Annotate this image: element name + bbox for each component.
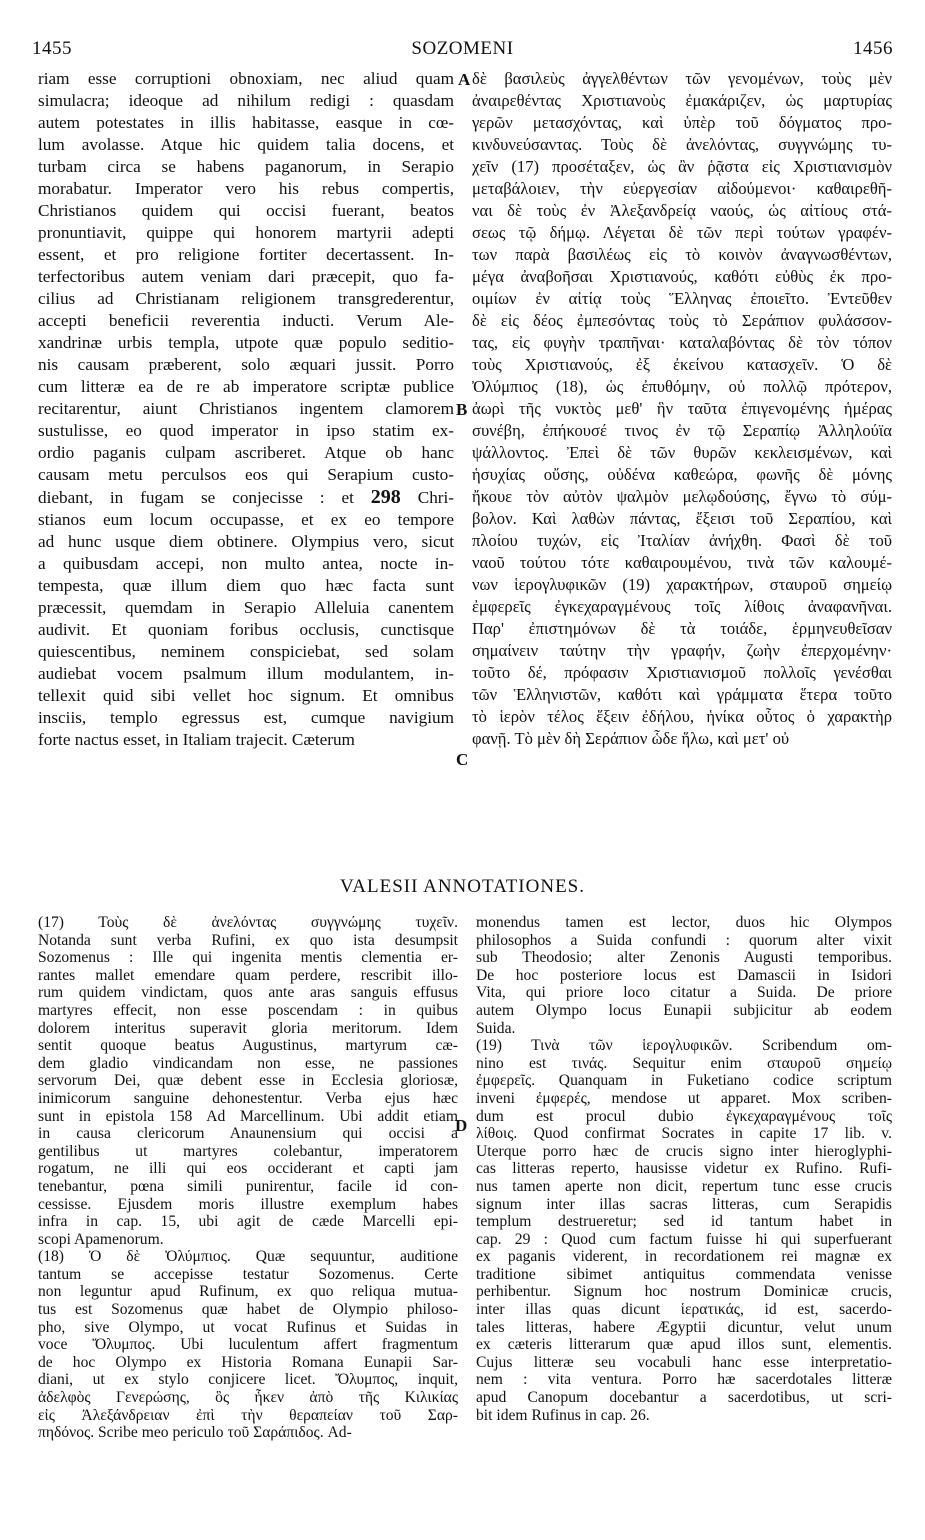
latin-line: recitarentur, aiunt Christianos ingentem clamorem (38, 399, 454, 418)
note-line: rantes mallet emendare quam perdere, rescribit illo- (38, 966, 458, 984)
notes-left-column (38, 914, 458, 1442)
latin-line: cilius ad Christianam religionem transgrederentur, (38, 289, 454, 308)
greek-line: των παρὰ βασιλέως εἰς τὸ κοινὸν ἀναγνωσθέντων, (472, 245, 892, 264)
note-line: cap. 29 : Quod cum factum fuisse hi qui superfuerant (476, 1230, 892, 1248)
note-line: pho, sive Olympo, ut vocat Rufinus et Suidas in (38, 1318, 458, 1336)
page-reference-number: 298 (370, 486, 401, 508)
note-line: nem : vita ventura. Porro hæ sacerdotales litteræ (476, 1371, 892, 1389)
note-line: inimicorum sanguine dehonestentur. Verba ejus hæc (38, 1089, 458, 1107)
greek-line: τοῦτο δέ, πρόφασιν Χριστιανισμοῦ πολλοῖς γενέσθαι (472, 663, 892, 682)
latin-line: essent, et pro religione fortiter decertassent. In- (38, 245, 454, 264)
latin-line: ordio paganis culpam ascriberet. Atque ob hanc (38, 443, 454, 462)
latin-line: accepti beneficii reverentia inducti. Verum Ale- (38, 311, 454, 330)
note-line: De hoc posteriore locus est Damascii in Isidori (476, 966, 892, 984)
latin-line: quiescentibus, neminem conspiciebat, sed solam (38, 642, 454, 661)
note-line: tus est Sozomenus quæ habet de Olympio philoso- (38, 1301, 458, 1319)
greek-text-column (472, 68, 892, 750)
latin-line: morabatur. Imperator vero his rebus compertis, (38, 179, 454, 198)
latin-line: audiebat vocem psalmum illum modulantem, in- (38, 664, 454, 683)
note-line: scopi Apamenorum. (38, 1230, 164, 1248)
note-line: non leguntur apud Rufinum, ex quo reliqua mutua- (38, 1283, 458, 1301)
note-line: perhibentur. Signum hoc nostrum Dominicæ crucis, (476, 1283, 892, 1301)
latin-line: præcessit, quemdam in Serapio Alleluia canentem (38, 598, 454, 617)
latin-line: insciis, templo egressus est, cumque navigium (38, 708, 454, 727)
note-line: apud Canopum docebantur a sacerdotibus, ut scri- (476, 1389, 892, 1407)
section-marker-c: C (456, 750, 469, 769)
note-line: gentilibus ut martyres colebantur, imperatorem (38, 1142, 458, 1160)
greek-line: πλοίου τυχών, εἰς Ἰταλίαν ἀνήχθη. Φασὶ δὲ τοῦ (472, 531, 892, 550)
running-title: SOZOMENI (411, 38, 514, 59)
greek-line: συνέβη, ἐπήκουσέ τινος ἐν τῷ Σεραπίῳ Ἀλληλούϊα (472, 421, 892, 440)
note-line: Suida. (476, 1019, 516, 1037)
greek-line: ψάλλοντος. Ἐπεὶ δὲ τῶν θυρῶν κεκλεισμένων, καὶ (472, 443, 892, 462)
note-line: sentit quoque beatus Augustinus, martyrum cæ- (38, 1037, 458, 1055)
greek-line: Παρ' ἐπιστημόνων δὲ τὰ τοιάδε, ἑρμηνευθεῖσαν (472, 619, 892, 638)
greek-line: ἀωρὶ τῆς νυκτὸς μεθ' ἣν ταῦτα ἐπιγενομένης ἡμέρας (472, 399, 892, 418)
note-line: de hoc Olympo ex Historia Romana Eunapii Sar- (38, 1353, 458, 1371)
latin-line: lum avolasse. Atque hic quidem talia docens, et (38, 135, 454, 154)
note-line: in causa clericorum Anaunensium qui occisi a (38, 1125, 458, 1143)
page-header (32, 38, 893, 64)
note-line: ἐμφερεῖς. Quanquam in Fuketiano codice scriptum (476, 1072, 892, 1090)
note-line: (18) Ὁ δὲ Ὀλύμπιος. Quæ sequuntur, auditione (38, 1248, 458, 1266)
latin-line: pronuntiavit, quippe qui honorem martyrii adepti (38, 223, 454, 242)
note-line: Vita, qui priore loco citatur a Suida. De priore (476, 984, 892, 1002)
latin-line: sustulisse, eo quod imperator in ipso statim ex- (38, 421, 454, 440)
note-line: ex paganis viderent, in recordationem rei magnæ ex (476, 1248, 892, 1266)
greek-line: χεῖν (17) προσέταξεν, ὡς ἂν ῥᾷστα εἰς Χριστιανισμὸν (472, 157, 892, 176)
note-line: inveni ἐμφερές, mendose ut apparet. Mox scriben- (476, 1089, 892, 1107)
note-line: tales litteras, habere Ægyptii dicuntur, velut unum (476, 1318, 892, 1336)
note-line: πηδόνος. Scribe meo periculo τοῦ Σαράπιδος. Ad- (38, 1424, 352, 1442)
note-line: nus tamen aperte non dicit, repertum tunc esse crucis (476, 1177, 892, 1195)
greek-line: βολον. Καὶ λαθὼν πάντας, ἔξεισι τοῦ Σεραπίου, καὶ (472, 509, 892, 528)
note-line: monendus tamen est lector, duos hic Olympos (476, 914, 892, 931)
note-line: Sozomenus : Ille qui ingenita mentis clementia er- (38, 949, 458, 967)
greek-line: ναι δὲ τοὺς ἐν Ἀλεξανδρείᾳ ναούς, ὡς αἰτίους στά- (472, 201, 892, 220)
note-line: dem gladio vindicandam non esse, ne passiones (38, 1054, 458, 1072)
note-line: cessisse. Ejusdem moris illustre exemplum habes (38, 1195, 458, 1213)
greek-line: ἡσυχίας οὔσης, οὐδένα καθεώρα, φωνῆς δὲ μόνης (472, 465, 892, 484)
greek-line: τοὺς Χριστιανούς, ἐξ ἐκείνου κατασχεῖν. Ὁ δὲ (472, 355, 892, 374)
greek-line: δὲ εἰς δέος ἐμπεσόντας τοὺς τὸ Σεράπιον φυλάσσον- (472, 311, 892, 330)
latin-line: forte nactus esset, in Italiam trajecit. Cæterum (38, 730, 355, 749)
note-line: Cujus litteræ seu vocabuli hanc esse interpretatio- (476, 1353, 892, 1371)
latin-line: cum litteræ ea de re ab imperatore scriptæ publice (38, 377, 454, 396)
note-line: traditione sibimet antiquitus commendata venisse (476, 1265, 892, 1283)
section-marker-a: A (458, 70, 471, 89)
note-line: λίθοις. Quod confirmat Socrates in capite 17 lib. v. (476, 1125, 892, 1143)
section-marker-b: B (456, 400, 468, 419)
greek-line: μέγα ἀναβοῆσαι Χριστιανούς, καθότι εὐθὺς ἐκ προ- (472, 267, 892, 286)
notes-title: VALESII ANNOTATIONES. (339, 876, 585, 897)
greek-line: ἤκουε τὸν αὐτὸν ψαλμὸν μελῳδούσης, ἔγνω τὸ σύμ- (472, 487, 892, 506)
column-number-left: 1455 (32, 38, 72, 59)
note-line: cas litteras reperto, hausisse videtur ex Rufino. Rufi- (476, 1160, 892, 1178)
greek-line: σημαίνειν ταύτην τὴν γραφήν, ζωὴν ἐπερχομένην· (472, 641, 892, 660)
note-line: infra in cap. 15, ubi agit de cæde Marcelli epi- (38, 1213, 458, 1231)
greek-line: ναοῦ τούτου τότε καθαιρουμένου, τινὰ τῶν καλουμέ- (472, 553, 892, 572)
notes-right-column (476, 914, 892, 1424)
note-line: tenebantur, pœna simili punirentur, facile id con- (38, 1177, 458, 1195)
note-line: tantum se accepisse testatur Sozomenus. Certe (38, 1265, 458, 1283)
latin-line: audivit. Et quoniam foribus occlusis, cunctisque (38, 620, 454, 639)
greek-line: μεταβάλοιεν, τὴν εὐεργεσίαν αἰδούμενοι· καθαιρεθῆ- (472, 179, 892, 198)
note-line: signum inter illas sacras litteras, cum Serapidis (476, 1195, 892, 1213)
column-number-right: 1456 (853, 38, 893, 59)
latin-line: nis causam præberent, solo æquari jussit. Porro (38, 355, 454, 374)
note-line: Uterque porro hæc de crucis signo inter hieroglyphi- (476, 1142, 892, 1160)
note-line: rum quidem vindictam, quos ante aras sanguis effusus (38, 984, 458, 1002)
note-line: martyres effecit, non esse poscendam : in quibus (38, 1001, 458, 1019)
latin-line: turbam circa se habens paganorum, in Serapio (38, 157, 454, 176)
note-line: sunt in epistola 158 Ad Marcellinum. Ubi addit etiam (38, 1107, 458, 1125)
greek-line: οιμίων ἐν αἰτίᾳ τοὺς Ἕλληνας ἐποιεῖτο. Ἐντεῦθεν (472, 289, 892, 308)
greek-line: ἀναιρεθέντας Χριστιανοὺς ἐμακάριζεν, ὡς μαρτυρίας (472, 91, 892, 110)
latin-line: tempesta, quæ illum diem quo hæc facta sunt (38, 576, 454, 595)
note-line: rogatum, ne illi qui eos occiderant et capti jam (38, 1160, 458, 1178)
latin-line: Christianos quidem qui occisi fuerant, beatos (38, 201, 454, 220)
latin-line: a quibusdam accepi, non multo antea, nocte in- (38, 554, 454, 573)
note-line: dolorem interitus superavit gloria meritorum. Idem (38, 1019, 458, 1037)
note-line: εἰς Ἀλεξάνδρειαν ἐπὶ τὴν θεραπείαν τοῦ Σαρ- (38, 1406, 458, 1424)
greek-line: δὲ βασιλεὺς ἀγγελθέντων τῶν γενομένων, τοὺς μὲν (472, 69, 892, 88)
greek-line: τῶν Ἑλληνιστῶν, καθότι καὶ γράμματα ἕτερα τοῦτο (472, 685, 892, 704)
latin-line: autem potestates in illis habitasse, easque in cœ- (38, 113, 454, 132)
greek-line: τας, εἰς φυγὴν τραπῆναι· καταλαβόντας δὲ τὸν τόπον (472, 333, 892, 352)
note-line: sub Theodosio; alter Zenonis Augusti temporibus. (476, 949, 892, 967)
greek-line: φανῇ. Τὸ μὲν δὴ Σεράπιον ὧδε ἥλω, καὶ μετ' οὐ (472, 729, 790, 748)
latin-line: causam metu perculsos eos qui Serapium custo- (38, 465, 454, 484)
greek-line: σεως τῷ δήμῳ. Λέγεται δὲ τῶν περὶ τούτων γραφέν- (472, 223, 892, 242)
note-line: diani, ut ex stylo conjicere licet. Ὄλυμπος, inquit, (38, 1371, 458, 1389)
note-line: bit idem Rufinus in cap. 26. (476, 1406, 650, 1424)
latin-line: terfectoribus autem veniam dari præcepit, quo fa- (38, 267, 454, 286)
note-line: ἀδελφὸς Γενερώσης, ὃς ἧκεν ἀπὸ τῆς Κιλικίας (38, 1389, 458, 1407)
latin-line: tellexit quid sibi vellet hoc signum. Et omnibus (38, 686, 454, 705)
note-line: inter illas quas dicunt ἱερατικάς, id est, sacerdo- (476, 1301, 892, 1319)
latin-line: stianos eum locum occupasse, et ex eo tempore (38, 510, 454, 529)
latin-line: ad hunc usque diem obtinere. Olympius vero, sicut (38, 532, 454, 551)
note-line: (19) Τινὰ τῶν ἱερογλυφικῶν. Scribendum om- (476, 1037, 892, 1055)
note-line: ex cæteris litterarum quæ apud illos sunt, elementis. (476, 1336, 892, 1354)
latin-line: xandrinæ urbis templa, utpote quæ populo seditio- (38, 333, 454, 352)
note-line: nino est τινάς. Sequitur enim σταυροῦ σημείῳ (476, 1054, 892, 1072)
latin-line: riam esse corruptioni obnoxiam, nec aliud quam (38, 69, 454, 88)
note-line: (17) Τοὺς δὲ ἀνελόντας συγγνώμης τυχεῖν. (38, 914, 458, 931)
note-line: philosophos a Suida confundi : quorum alter vixit (476, 931, 892, 949)
greek-line: γερῶν μετασχόντας, καὶ ὑπὲρ τοῦ δόγματος προ- (472, 113, 892, 132)
greek-line: κινδυνεύσαντας. Τοὺς δὲ ἀνελόντας, συγγνώμης τυ- (472, 135, 892, 154)
note-line: dum est procul dubio ἐγκεχαραγμένους τοῖς (476, 1107, 892, 1125)
note-line: templum destrueretur; sed id tantum habet in (476, 1213, 892, 1231)
latin-line: diebant, in fugam se conjecisse : et 298 Chri- (38, 486, 455, 508)
section-marker-d: D (455, 1116, 468, 1135)
note-line: Notanda sunt verba Rufini, ex quo ista desumpsit (38, 931, 458, 949)
greek-line: νων ἱερογλυφικῶν (19) χαρακτήρων, σταυροῦ σημείῳ (472, 575, 892, 594)
latin-text-column (38, 68, 454, 751)
latin-line: simulacra; ideoque ad nihilum redigi : quasdam (38, 91, 454, 110)
greek-line: Ὀλύμπιος (18), ὡς ἐπυθόμην, οὐ πολλῷ πρότερον, (472, 377, 892, 396)
greek-line: τὸ ἱερὸν τέλος ἕξειν ἐδήλου, ἡνίκα οὗτος ὁ χαρακτὴρ (472, 707, 892, 726)
note-line: autem Olympo locus Eunapii subjicitur ab eodem (476, 1001, 892, 1019)
note-line: servorum Dei, quæ debent esse in Ecclesia gloriosæ, (38, 1072, 458, 1090)
greek-line: ἐμφερεῖς ἐγκεχαραγμένους τοῖς λίθοις ἀναφανῆναι. (472, 597, 892, 616)
note-line: voce Ὄλυμπος. Ubi luculentum affert fragmentum (38, 1336, 458, 1354)
